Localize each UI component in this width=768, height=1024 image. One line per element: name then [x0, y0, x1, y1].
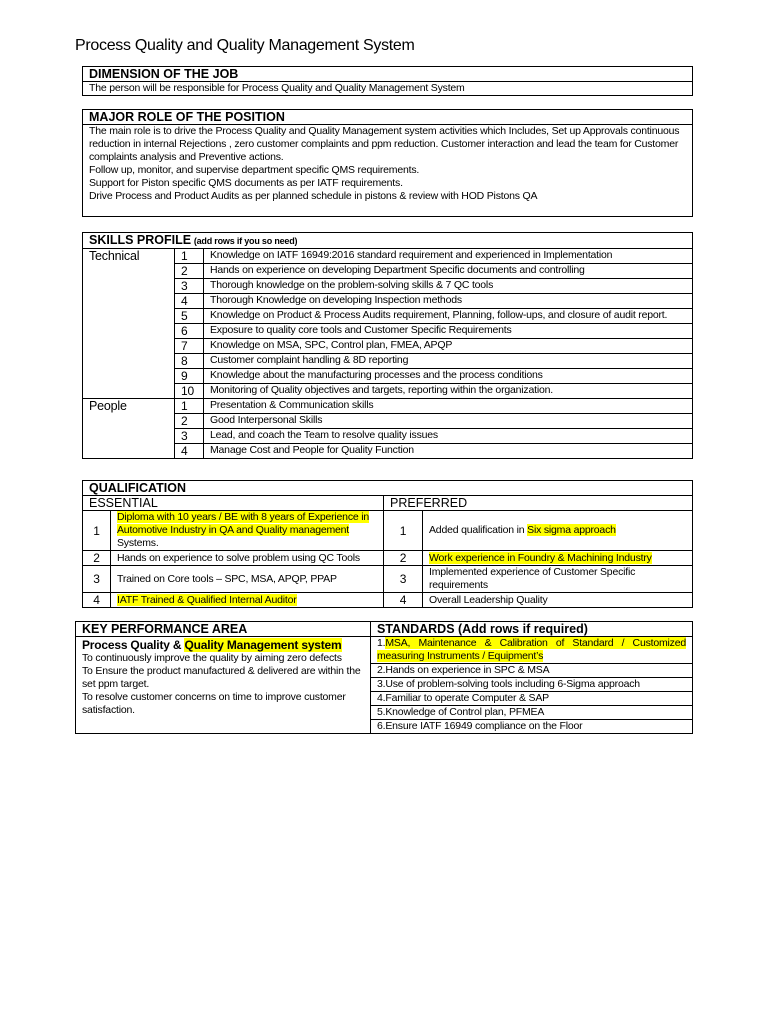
skill-text: Monitoring of Quality objectives and targets, reporting within the organization.: [204, 384, 693, 399]
preferred-number: 3: [384, 566, 423, 593]
skill-text: Lead, and coach the Team to resolve quality issues: [204, 429, 693, 444]
essential-number: 2: [83, 551, 111, 566]
skill-row: [83, 399, 693, 414]
major-role-line: Follow up, monitor, and supervise department specific QMS requirements.: [89, 164, 420, 176]
skill-category: Technical: [83, 249, 175, 399]
skills-heading: SKILLS PROFILE: [89, 233, 192, 247]
preferred-plain: Implemented experience of Customer Specific requirements: [429, 566, 636, 591]
essential-number: 4: [83, 593, 111, 608]
essential-label: ESSENTIAL: [83, 496, 384, 511]
qualification-heading: QUALIFICATION: [83, 481, 693, 496]
skill-number: 5: [175, 309, 204, 324]
skill-row: [83, 444, 693, 459]
skill-text: Good Interpersonal Skills: [204, 414, 693, 429]
major-role-table: [82, 109, 693, 217]
skills-note: (add rows if you so need): [193, 236, 298, 246]
skills-header: [83, 233, 693, 249]
skill-number: 3: [175, 279, 204, 294]
dimension-text: The person will be responsible for Process Quality and Quality Management System: [83, 82, 693, 96]
standard-item: 5.Knowledge of Control plan, PFMEA: [371, 706, 693, 720]
qualification-row: [83, 566, 693, 593]
preferred-label: PREFERRED: [384, 496, 693, 511]
preferred-number: 2: [384, 551, 423, 566]
skill-number: 2: [175, 414, 204, 429]
skill-text: Manage Cost and People for Quality Function: [204, 444, 693, 459]
major-role-line: The main role is to drive the Process Quality and Quality Management system activities which Includes, Set up Approvals continuous reduction in internal Rejections , zero customer complaints and ppm reduction. Customer interaction and lead the team for Customer complaints analysis and Preventive actions.: [89, 125, 680, 163]
skill-text: Thorough knowledge on the problem-solving skills & 7 QC tools: [204, 279, 693, 294]
standard-item: 4.Familiar to operate Computer & SAP: [371, 692, 693, 706]
skill-row: [83, 429, 693, 444]
essential-number: 1: [83, 511, 111, 551]
preferred-number: 1: [384, 511, 423, 551]
document-title: Process Quality and Quality Management System: [75, 37, 415, 54]
skill-text: Exposure to quality core tools and Customer Specific Requirements: [204, 324, 693, 339]
skill-row: [83, 324, 693, 339]
essential-highlight: IATF Trained & Qualified Internal Auditor: [117, 593, 297, 606]
essential-rest: Systems.: [117, 537, 159, 549]
skill-number: 4: [175, 294, 204, 309]
skills-table: [82, 232, 693, 459]
skill-text: Knowledge about the manufacturing processes and the process conditions: [204, 369, 693, 384]
standard-item: 3.Use of problem-solving tools including 6-Sigma approach: [371, 678, 693, 692]
kpa-subtitle-text: Process Quality &: [82, 638, 185, 652]
kpa-subtitle: [82, 638, 364, 652]
qualification-row: [83, 551, 693, 566]
skill-number: 9: [175, 369, 204, 384]
skill-row: [83, 369, 693, 384]
skill-text: Thorough Knowledge on developing Inspection methods: [204, 294, 693, 309]
essential-text: [111, 593, 384, 608]
kpa-subtitle-highlight: Quality Management system: [184, 638, 342, 652]
major-role-line: Drive Process and Product Audits as per planned schedule in pistons & review with HOD Pistons QA: [89, 190, 538, 202]
skill-text: Knowledge on MSA, SPC, Control plan, FMEA, APQP: [204, 339, 693, 354]
preferred-text: [423, 551, 693, 566]
major-role-heading: MAJOR ROLE OF THE POSITION: [83, 110, 693, 125]
skill-row: [83, 339, 693, 354]
standard-number: 1.: [377, 637, 386, 649]
standard-item: 6.Ensure IATF 16949 compliance on the Floor: [371, 720, 693, 734]
skill-number: 1: [175, 399, 204, 414]
skill-text: Customer complaint handling & 8D reporting: [204, 354, 693, 369]
skill-row: [83, 354, 693, 369]
skill-number: 2: [175, 264, 204, 279]
skill-number: 8: [175, 354, 204, 369]
qualification-table: [82, 480, 693, 608]
kpa-body: [76, 637, 371, 734]
essential-rest: Hands on experience to solve problem using QC Tools: [117, 551, 360, 564]
skill-row: [83, 279, 693, 294]
preferred-highlight: Work experience in Foundry & Machining Industry: [429, 551, 652, 564]
dimension-heading: DIMENSION OF THE JOB: [83, 67, 693, 82]
essential-text: [111, 551, 384, 566]
dimension-table: [82, 66, 693, 96]
essential-number: 3: [83, 566, 111, 593]
skill-number: 7: [175, 339, 204, 354]
skill-text: Knowledge on Product & Process Audits requirement, Planning, follow-ups, and closure of audit report.: [204, 309, 693, 324]
qualification-row: [83, 511, 693, 551]
preferred-plain: Added qualification in: [429, 524, 528, 536]
skill-text: Knowledge on IATF 16949:2016 standard requirement and experienced in Implementation: [204, 249, 693, 264]
standard-item: [371, 637, 693, 664]
skill-number: 6: [175, 324, 204, 339]
qualification-row: [83, 593, 693, 608]
kpa-table: [75, 621, 693, 734]
skill-row: [83, 264, 693, 279]
standard-highlight: MSA, Maintenance & Calibration of Standard / Customized measuring Instruments / Equipment’s: [377, 637, 686, 662]
skill-row: [83, 414, 693, 429]
preferred-number: 4: [384, 593, 423, 608]
skill-number: 10: [175, 384, 204, 399]
standard-item: 2.Hands on experience in SPC & MSA: [371, 664, 693, 678]
skill-row: [83, 249, 693, 264]
preferred-highlight: Six sigma approach: [527, 524, 616, 536]
essential-rest: Trained on Core tools – SPC, MSA, APQP, PPAP: [117, 572, 337, 585]
essential-text: [111, 511, 384, 551]
skill-text: Presentation & Communication skills: [204, 399, 693, 414]
major-role-body: [83, 125, 693, 217]
essential-highlight: Diploma with 10 years / BE with 8 years of Experience in Automotive Industry in QA and Quality management: [117, 511, 370, 536]
skill-number: 4: [175, 444, 204, 459]
skill-number: 1: [175, 249, 204, 264]
essential-text: [111, 566, 384, 593]
standards-heading: STANDARDS (Add rows if required): [371, 622, 693, 637]
kpa-line: To Ensure the product manufactured & delivered are within the set ppm target.: [82, 665, 361, 690]
preferred-text: [423, 566, 693, 593]
skill-number: 3: [175, 429, 204, 444]
skill-row: [83, 309, 693, 324]
kpa-heading: KEY PERFORMANCE AREA: [76, 622, 371, 637]
preferred-text: [423, 593, 693, 608]
kpa-line: To continuously improve the quality by aiming zero defects: [82, 652, 342, 664]
major-role-line: Support for Piston specific QMS documents as per IATF requirements.: [89, 177, 403, 189]
preferred-plain: Overall Leadership Quality: [429, 593, 548, 606]
skill-row: [83, 294, 693, 309]
skill-text: Hands on experience on developing Department Specific documents and controlling: [204, 264, 693, 279]
skill-row: [83, 384, 693, 399]
preferred-text: [423, 511, 693, 551]
kpa-line: To resolve customer concerns on time to improve customer satisfaction.: [82, 691, 346, 716]
skill-category: People: [83, 399, 175, 459]
